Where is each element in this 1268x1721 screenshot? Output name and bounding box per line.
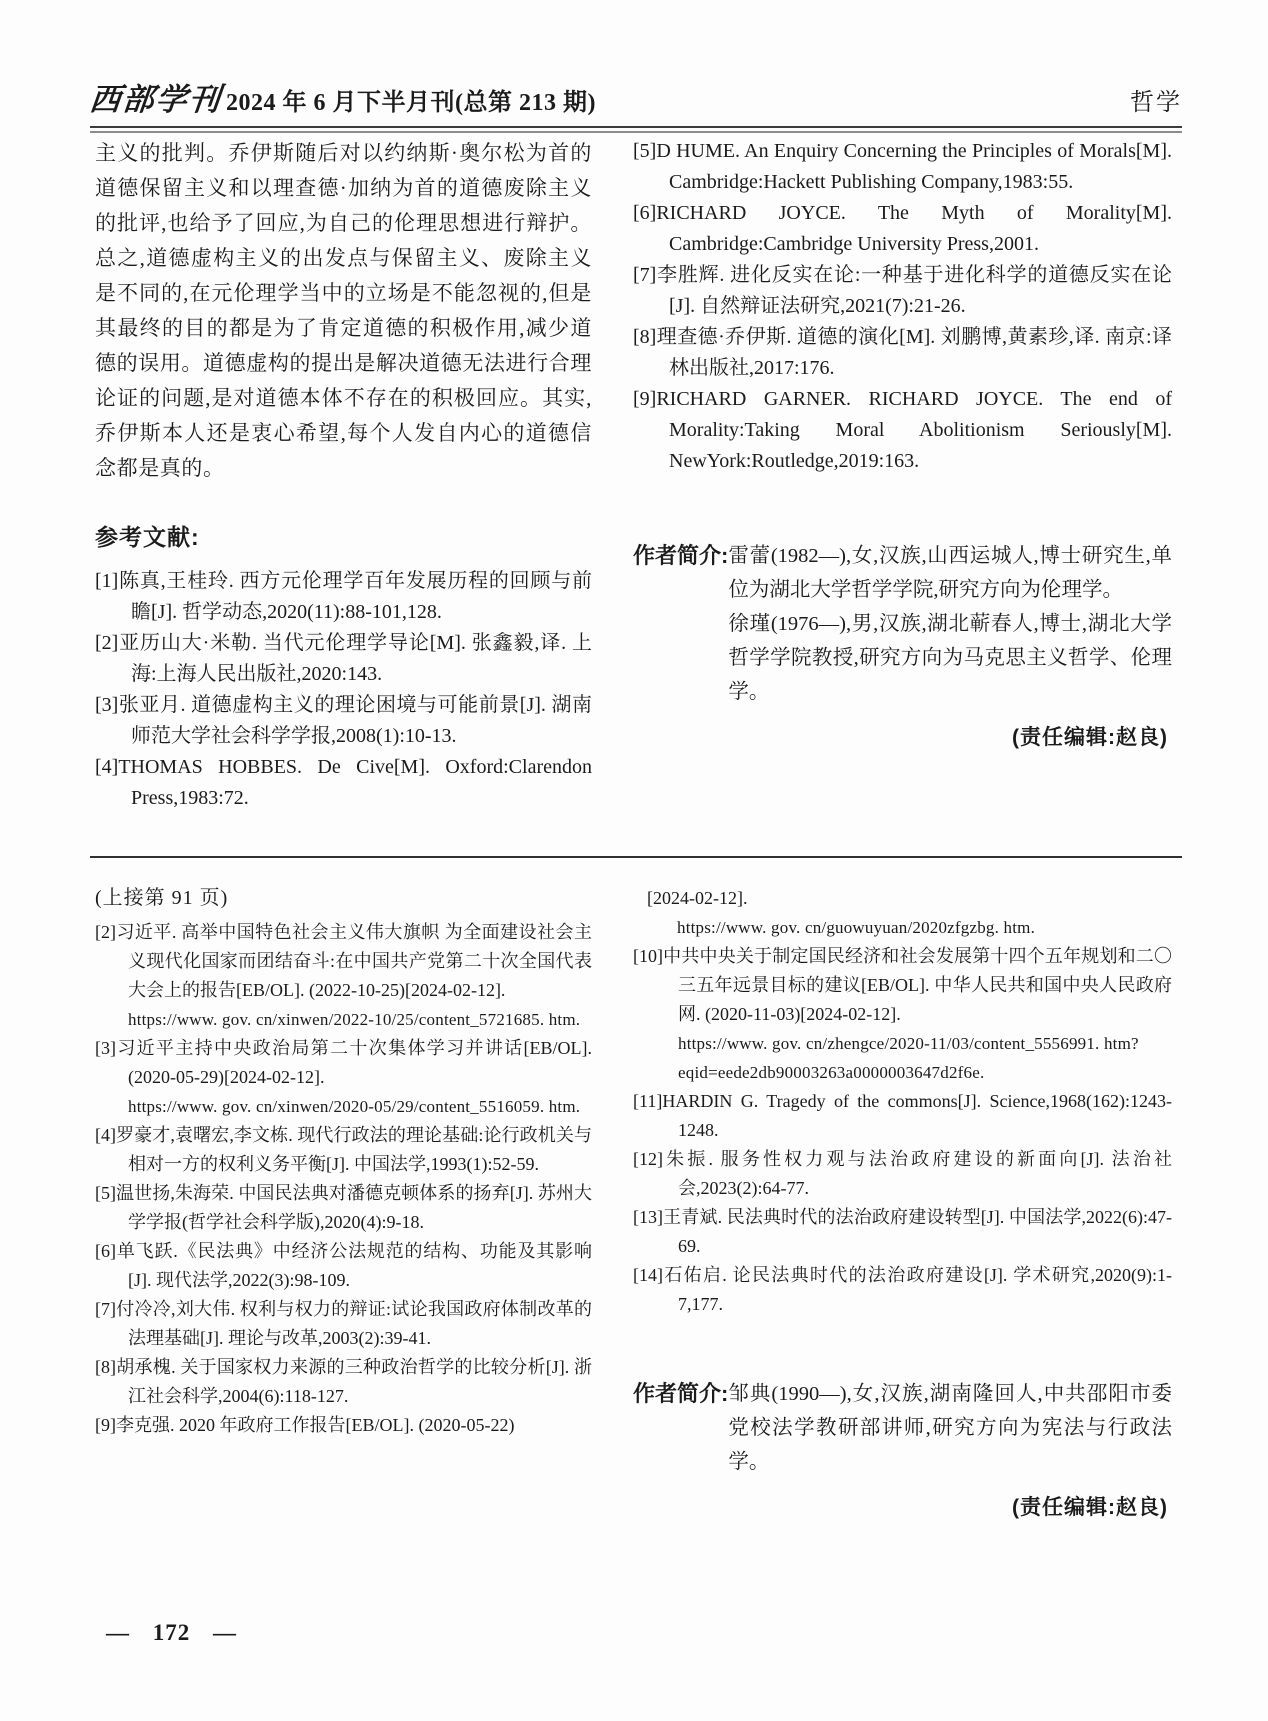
reference-item: [8]理查德·乔伊斯. 道德的演化[M]. 刘鹏博,黄素珍,译. 南京:译林出版社,2017:176. bbox=[633, 326, 1172, 379]
reference-item: [4]THOMAS HOBBES. De Cive[M]. Oxford:Clarendon Press,1983:72. bbox=[95, 756, 592, 809]
reference-item bbox=[95, 1034, 592, 1121]
header-double-rule bbox=[90, 126, 1182, 133]
reference-item bbox=[95, 918, 592, 1034]
reference-text: [3]习近平主持中央政治局第二十次集体学习并讲话[EB/OL]. (2020-05-29)[2024-02-12]. bbox=[95, 1038, 592, 1087]
page-number: — 172 — bbox=[106, 1620, 237, 1645]
author-bios bbox=[728, 539, 1172, 709]
article-body-paragraph: 主义的批判。乔伊斯随后对以约纳斯·奥尔松为首的道德保留主义和以理查德·加纳为首的道德废除主义的批评,也给予了回应,为自己的伦理思想进行辩护。总之,道德虚构主义的出发点与保留主义、废除主义是不同的,在元伦理学当中的立场是不能忽视的,但是其最终的目的都是为了肯定道德的积极作用,减少道德的误用。道德虚构的提出是解决道德无法进行合理论证的问题,是对道德本体不存在的积极回应。其实,乔伊斯本人还是衷心希望,每个人发自内心的道德信念都是真的。 bbox=[95, 141, 592, 480]
bottom-right-column bbox=[633, 884, 1172, 1521]
top-right-column bbox=[633, 136, 1172, 814]
column-section-label: 哲学 bbox=[1130, 89, 1182, 116]
author-bio: 徐瑾(1976—),男,汉族,湖北蕲春人,博士,湖北大学哲学学院教授,研究方向为马克思主义哲学、伦理学。 bbox=[728, 613, 1172, 703]
reference-item: [5]D HUME. An Enquiry Concerning the Principles of Morals[M]. Cambridge:Hackett Publishing Company,1983:55. bbox=[633, 140, 1172, 193]
author-bio: 雷蕾(1982—),女,汉族,山西运城人,博士研究生,单位为湖北大学哲学学院,研究方向为伦理学。 bbox=[728, 545, 1172, 601]
author-intro-block bbox=[633, 539, 1172, 709]
top-article-section bbox=[95, 136, 1172, 814]
section-divider-rule bbox=[90, 856, 1182, 858]
reference-item: [12]朱振. 服务性权力观与法治政府建设的新面向[J]. 法治社会,2023(2):64-77. bbox=[633, 1149, 1172, 1198]
editor-note: (责任编辑:赵良) bbox=[1012, 1496, 1168, 1519]
reference-item bbox=[633, 942, 1172, 1087]
reference-url: https://www. gov. cn/xinwen/2022-10/25/content_5721685. htm. bbox=[128, 1010, 581, 1029]
continued-article-section bbox=[95, 884, 1172, 1521]
reference-item: [9]RICHARD GARNER. RICHARD JOYCE. The end of Morality:Taking Moral Abolitionism Seriously[M]. NewYork:Routledge,2019:163. bbox=[633, 388, 1172, 472]
reference-item: [8]胡承槐. 关于国家权力来源的三种政治哲学的比较分析[J]. 浙江社会科学,2004(6):118-127. bbox=[95, 1357, 592, 1406]
reference-text: [10]中共中央关于制定国民经济和社会发展第十四个五年规划和二〇三五年远景目标的建议[EB/OL]. 中华人民共和国中央人民政府网. (2020-11-03)[2024-02-12]. bbox=[633, 946, 1172, 1024]
references-heading: 参考文献: bbox=[95, 524, 200, 550]
top-left-column bbox=[95, 136, 592, 814]
bottom-left-column bbox=[95, 884, 592, 1521]
reference-item: [4]罗豪才,袁曙宏,李文栋. 现代行政法的理论基础:论行政机关与相对一方的权利义务平衡[J]. 中国法学,1993(1):52-59. bbox=[95, 1125, 592, 1174]
header-left bbox=[87, 74, 596, 119]
reference-url: https://www. gov. cn/xinwen/2020-05/29/content_5516059. htm. bbox=[128, 1097, 581, 1116]
reference-item: [1]陈真,王桂玲. 西方元伦理学百年发展历程的回顾与前瞻[J]. 哲学动态,2020(11):88-101,128. bbox=[95, 570, 592, 623]
reference-item: [3]张亚月. 道德虚构主义的理论困境与可能前景[J]. 湖南师范大学社会科学学报,2008(1):10-13. bbox=[95, 694, 592, 747]
author-bios bbox=[728, 1377, 1172, 1479]
journal-logo: 西部学刊 bbox=[87, 82, 224, 117]
reference-item: [13]王青斌. 民法典时代的法治政府建设转型[J]. 中国法学,2022(6):47-69. bbox=[633, 1207, 1172, 1256]
reference-item: [14]石佑启. 论民法典时代的法治政府建设[J]. 学术研究,2020(9):1-7,177. bbox=[633, 1265, 1172, 1314]
reference-item: [9]李克强. 2020 年政府工作报告[EB/OL]. (2020-05-22) bbox=[95, 1415, 515, 1435]
reference-item: [5]温世扬,朱海荣. 中国民法典对潘德克顿体系的扬弃[J]. 苏州大学学报(哲学社会科学版),2020(4):9-18. bbox=[95, 1183, 592, 1232]
reference-text: [2024-02-12]. bbox=[647, 888, 748, 908]
editor-note: (责任编辑:赵良) bbox=[1012, 726, 1168, 749]
issue-info: 2024 年 6 月下半月刊(总第 213 期) bbox=[226, 90, 596, 116]
author-intro-label: 作者简介: bbox=[633, 1381, 729, 1406]
reference-item: [11]HARDIN G. Tragedy of the commons[J]. Science,1968(162):1243-1248. bbox=[633, 1091, 1172, 1140]
reference-item: [6]单飞跃.《民法典》中经济公法规范的结构、功能及其影响[J]. 现代法学,2022(3):98-109. bbox=[95, 1241, 592, 1290]
author-intro-label: 作者简介: bbox=[633, 543, 729, 568]
reference-text: [2]习近平. 高举中国特色社会主义伟大旗帜 为全面建设社会主义现代化国家而团结奋斗:在中国共产党第二十次全国代表大会上的报告[EB/OL]. (2022-10-25)[2024-02-12]. bbox=[95, 922, 592, 1000]
author-bio: 邹典(1990—),女,汉族,湖南隆回人,中共邵阳市委党校法学教研部讲师,研究方向为宪法与行政法学。 bbox=[728, 1383, 1172, 1473]
reference-item: [7]付冷冷,刘大伟. 权利与权力的辩证:试论我国政府体制改革的法理基础[J]. 理论与改革,2003(2):39-41. bbox=[95, 1299, 592, 1348]
reference-item: [7]李胜辉. 进化反实在论:一种基于进化科学的道德反实在论[J]. 自然辩证法研究,2021(7):21-26. bbox=[633, 264, 1172, 317]
reference-continuation bbox=[633, 884, 1172, 942]
continued-from-note: (上接第 91 页) bbox=[95, 887, 229, 909]
page-header bbox=[87, 74, 1182, 133]
reference-item: [2]亚历山大·米勒. 当代元伦理学导论[M]. 张鑫毅,译. 上海:上海人民出版社,2020:143. bbox=[95, 632, 592, 685]
author-intro-block bbox=[633, 1377, 1172, 1479]
reference-item: [6]RICHARD JOYCE. The Myth of Morality[M]. Cambridge:Cambridge University Press,2001. bbox=[633, 202, 1172, 255]
reference-url: https://www. gov. cn/zhengce/2020-11/03/content_5556991. htm? eqid=eede2db90003263a0000003647d2f6e. bbox=[678, 1034, 1139, 1082]
reference-url: https://www. gov. cn/guowuyuan/2020zfgzbg. htm. bbox=[677, 918, 1036, 937]
